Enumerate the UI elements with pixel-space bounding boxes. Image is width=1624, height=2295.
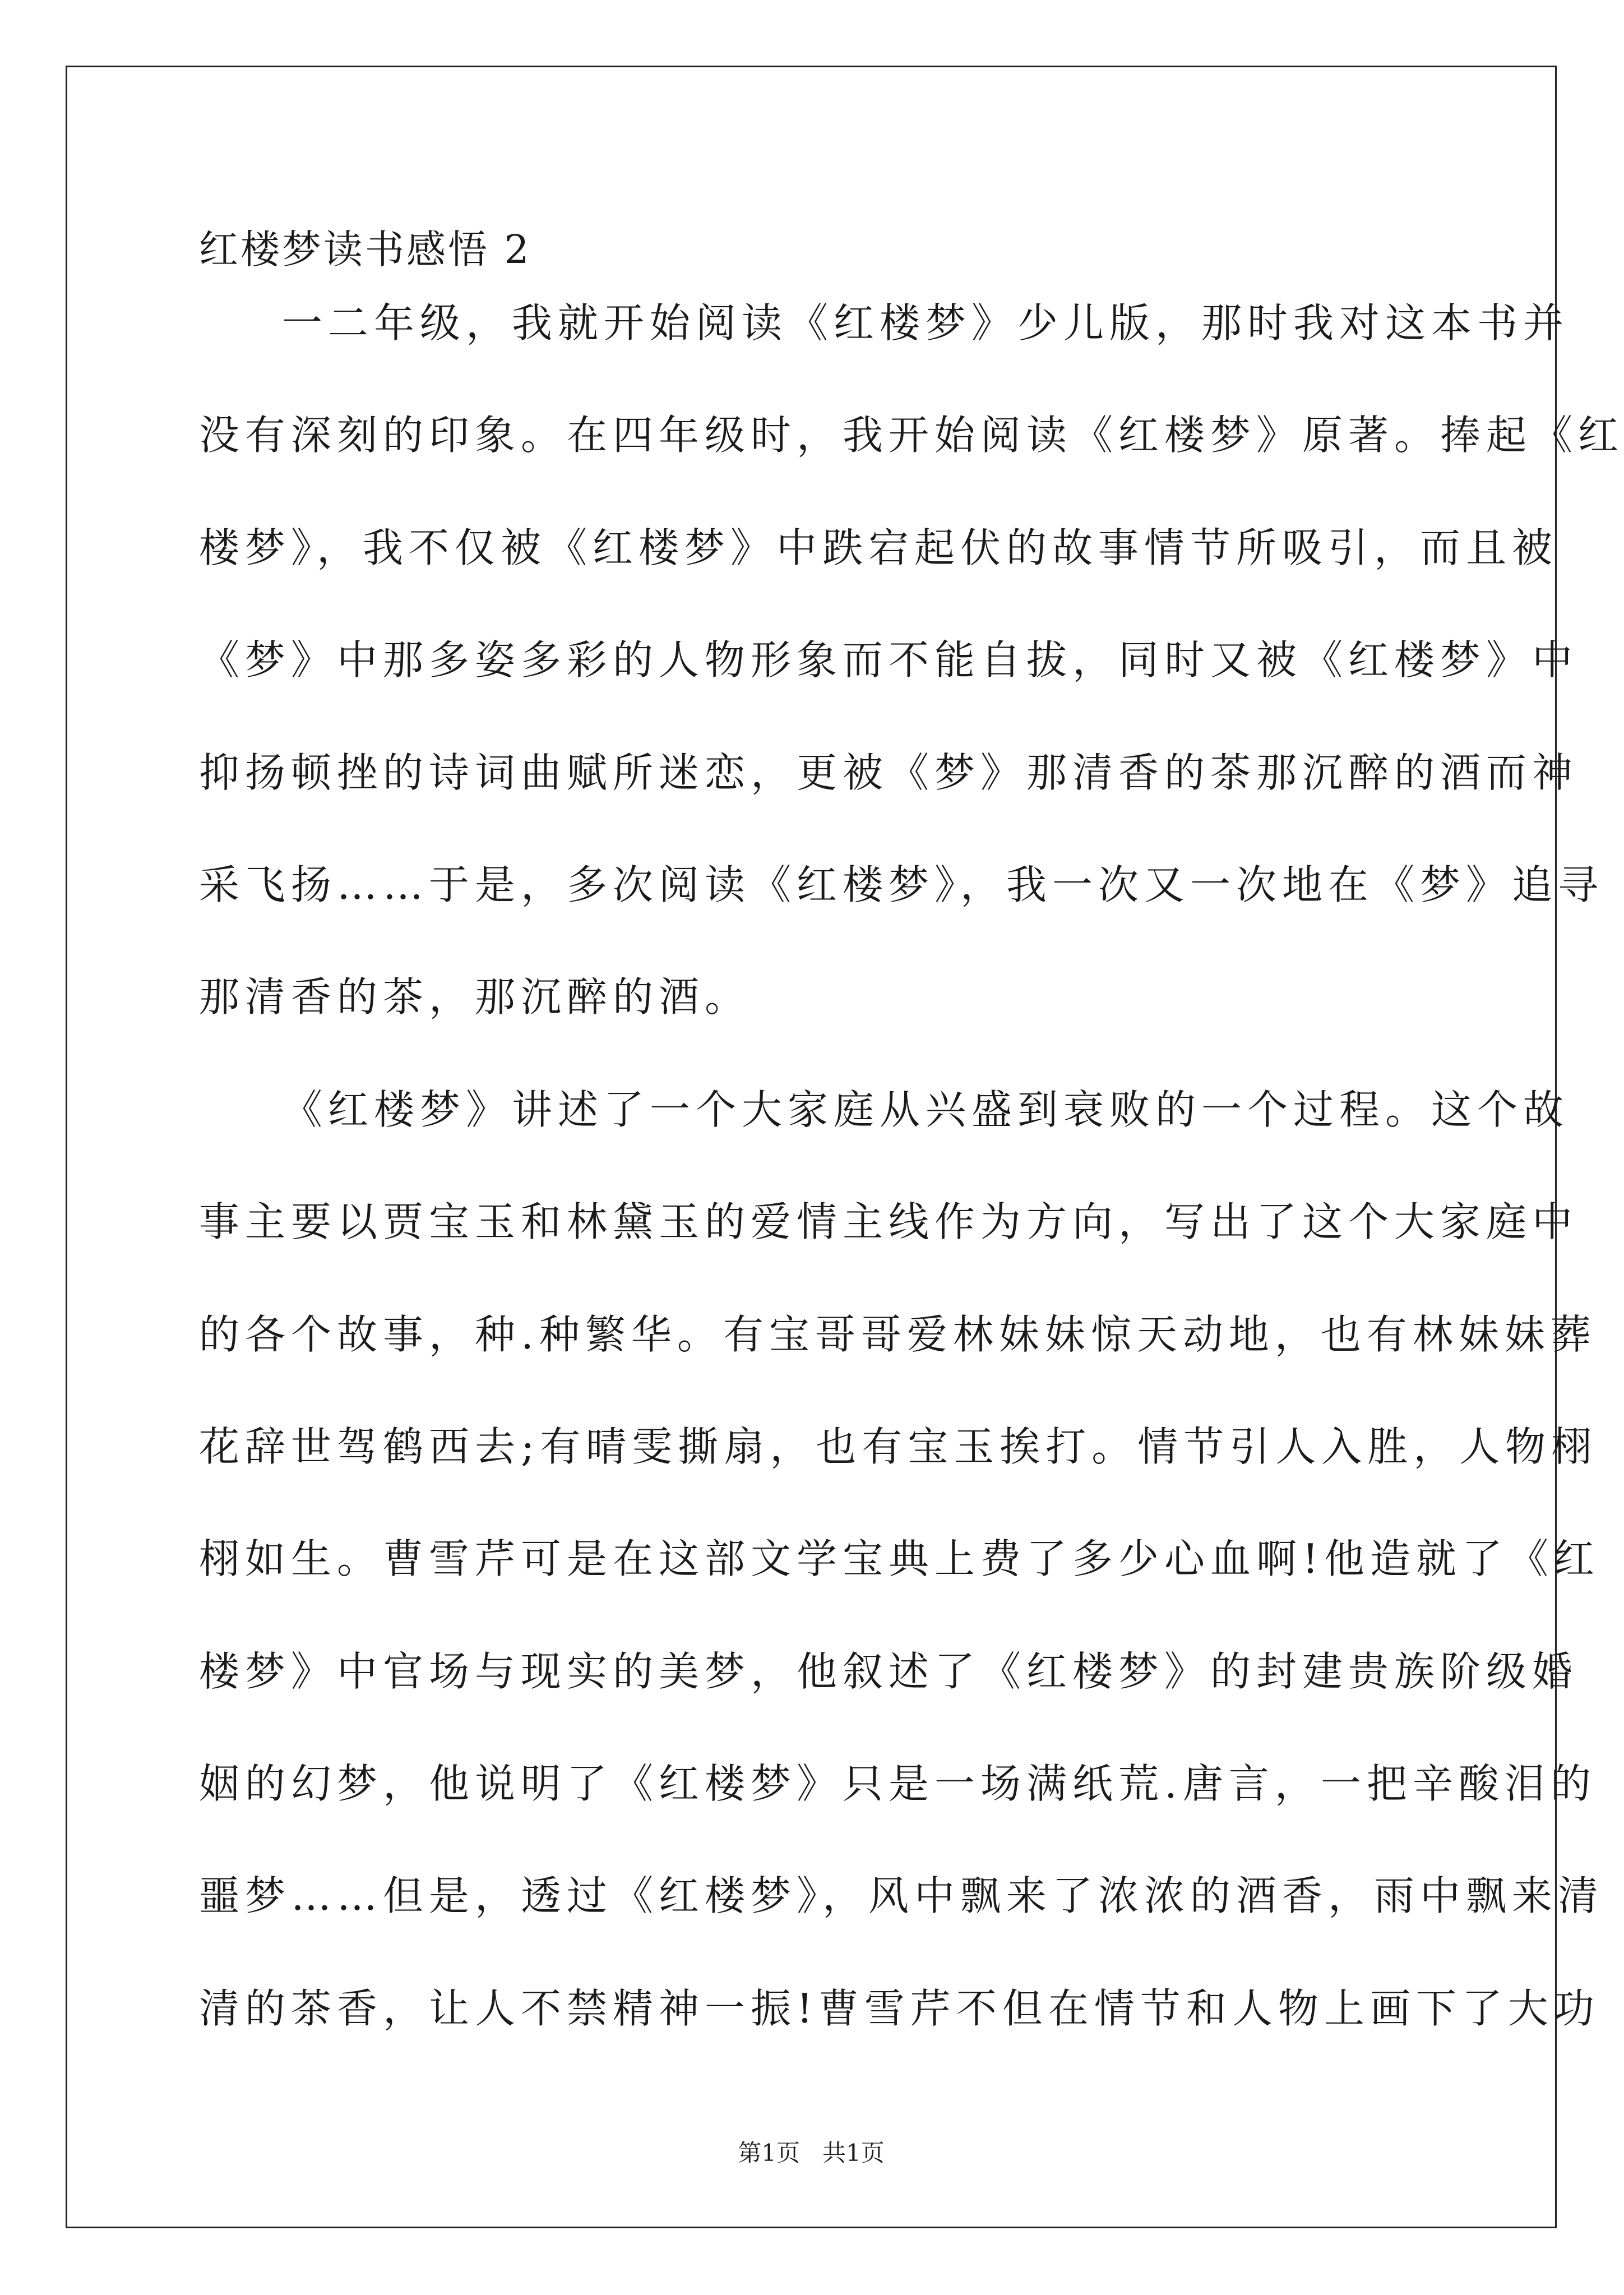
document-body	[199, 293, 1624, 2090]
paragraph-1	[199, 293, 1624, 1079]
text-line: 抑扬顿挫的诗词曲赋所迷恋，更被《梦》那清香的茶那沉醉的酒而神	[199, 749, 1579, 796]
text-line: 《红楼梦》讲述了一个大家庭从兴盛到衰败的一个过程。这个故	[282, 1086, 1570, 1133]
text-line: 楼梦》，我不仅被《红楼梦》中跌宕起伏的故事情节所吸引，而且被	[199, 524, 1558, 571]
text-line: 《梦》中那多姿多彩的人物形象而不能自拔，同时又被《红楼梦》中	[199, 636, 1579, 684]
document-title: 红楼梦读书感悟 2	[199, 227, 531, 273]
text-line: 那清香的茶，那沉醉的酒。	[199, 973, 751, 1021]
text-line: 采飞扬……于是，多次阅读《红楼梦》，我一次又一次地在《梦》追寻	[199, 861, 1604, 908]
paragraph-2	[199, 1079, 1604, 2091]
text-line: 事主要以贾宝玉和林黛玉的爱情主线作为方向，写出了这个大家庭中	[199, 1198, 1579, 1246]
text-line: 没有深刻的印象。在四年级时，我开始阅读《红楼梦》原著。捧起《红	[199, 412, 1624, 459]
text-line: 一二年级，我就开始阅读《红楼梦》少儿版，那时我对这本书并	[282, 299, 1570, 347]
text-line: 噩梦……但是，透过《红楼梦》，风中飘来了浓浓的酒香，雨中飘来清	[199, 1872, 1604, 1920]
text-line: 楼梦》中官场与现实的美梦，他叙述了《红楼梦》的封建贵族阶级婚	[199, 1647, 1579, 1695]
text-line: 栩如生。曹雪芹可是在这部文学宝典上费了多少心血啊!他造就了《红	[199, 1535, 1600, 1583]
text-line: 的各个故事，种.种繁华。有宝哥哥爱林妹妹惊天动地，也有林妹妹葬	[199, 1310, 1597, 1358]
text-line: 清的茶香，让人不禁精神一振!曹雪芹不但在情节和人物上画下了大功	[199, 1984, 1600, 2032]
page-number-footer: 第1页 共1页	[738, 2139, 885, 2167]
text-line: 花辞世驾鹤西去;有晴雯撕扇，也有宝玉挨打。情节引人入胜，人物栩	[199, 1423, 1598, 1470]
text-line: 姻的幻梦，他说明了《红楼梦》只是一场满纸荒.唐言，一把辛酸泪的	[199, 1760, 1597, 1808]
